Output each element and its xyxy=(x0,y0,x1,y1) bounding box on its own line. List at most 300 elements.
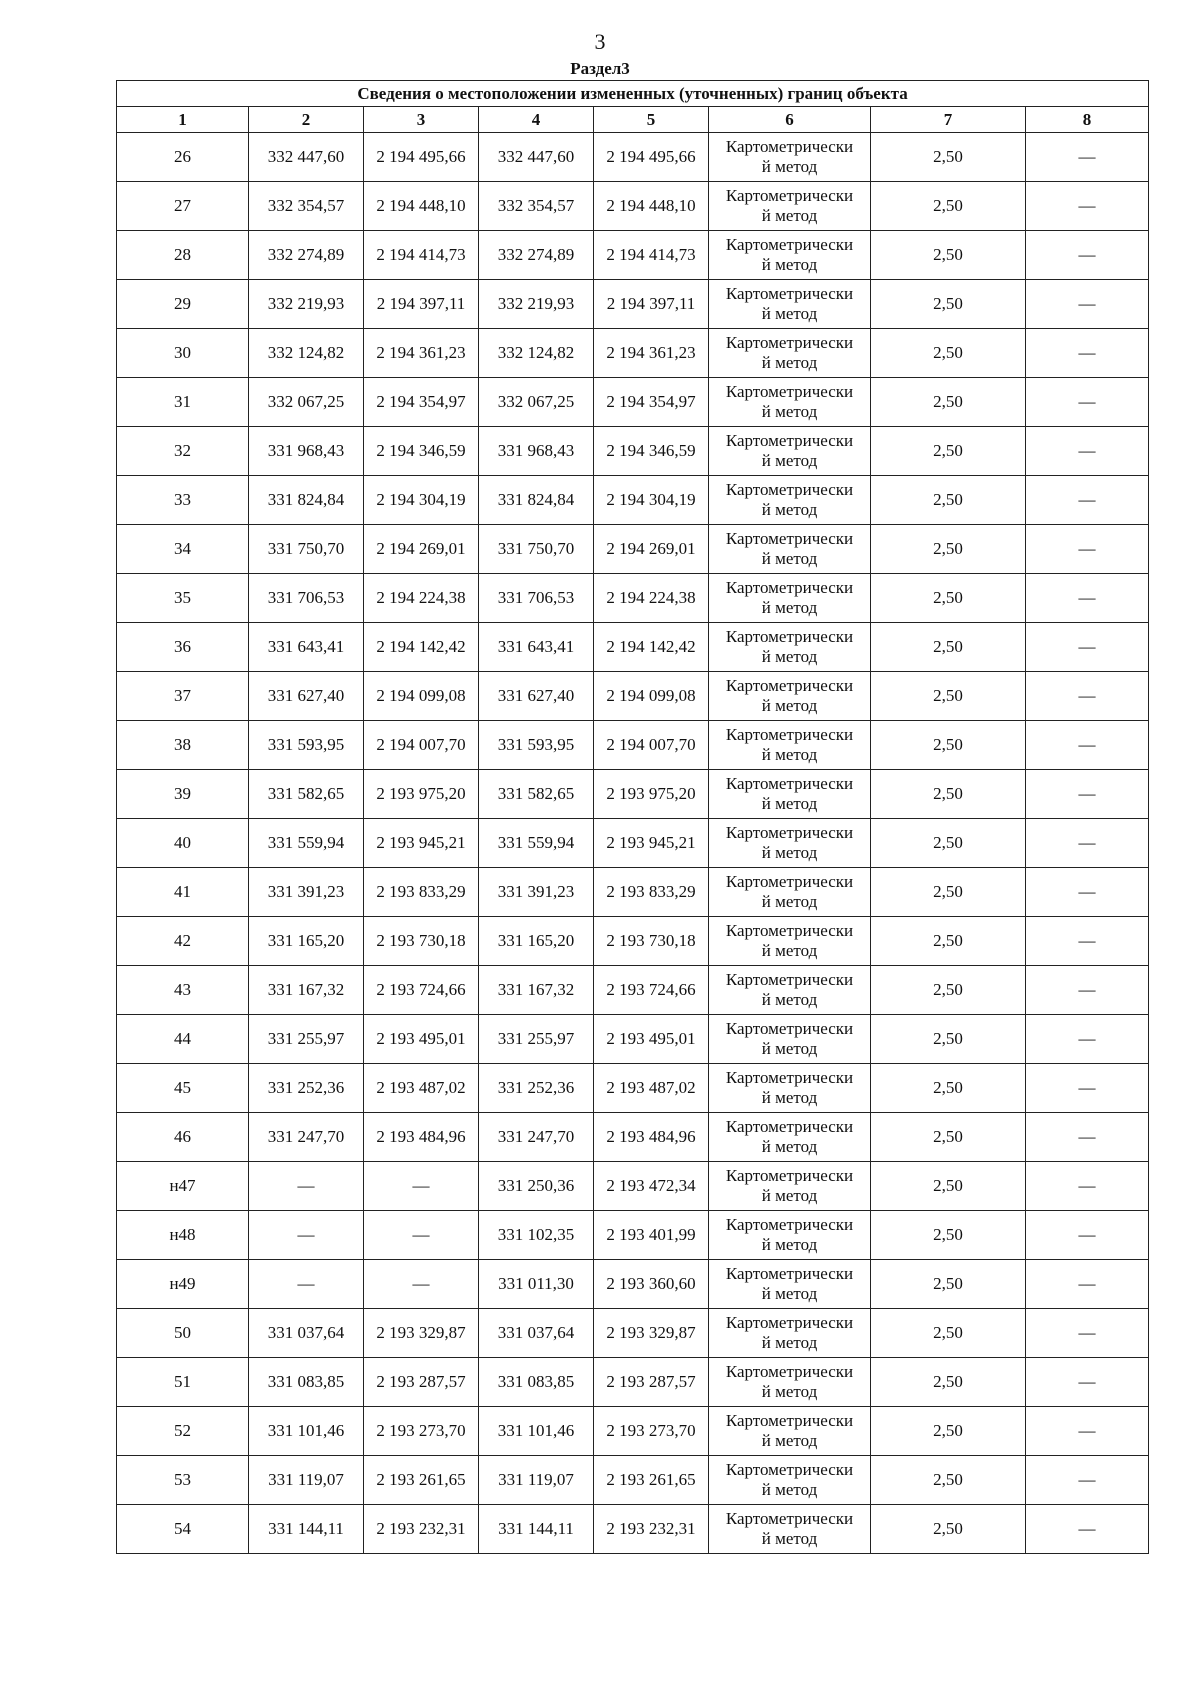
cell-existing-x: 331 252,36 xyxy=(249,1064,364,1113)
cell-description: — xyxy=(1026,476,1149,525)
cell-existing-y: — xyxy=(364,1162,479,1211)
method-line-1: Картометрически xyxy=(725,1509,854,1528)
cell-description: — xyxy=(1026,427,1149,476)
header-col-5: 5 xyxy=(594,107,709,133)
cell-description: — xyxy=(1026,1211,1149,1260)
method-line-2: й метод xyxy=(761,1431,818,1450)
cell-point-number: н49 xyxy=(117,1260,249,1309)
cell-existing-x: 331 255,97 xyxy=(249,1015,364,1064)
method-line-1: Картометрически xyxy=(725,186,854,205)
method-line-2: й метод xyxy=(761,794,818,813)
cell-accuracy: 2,50 xyxy=(871,1113,1026,1162)
table-row xyxy=(117,623,1149,672)
cell-point-number: 38 xyxy=(117,721,249,770)
table-row xyxy=(117,1113,1149,1162)
cell-existing-x: 332 274,89 xyxy=(249,231,364,280)
cell-refined-y: 2 194 304,19 xyxy=(594,476,709,525)
cell-existing-y: 2 194 099,08 xyxy=(364,672,479,721)
method-line-1: Картометрически xyxy=(725,921,854,940)
cell-accuracy: 2,50 xyxy=(871,819,1026,868)
cell-accuracy: 2,50 xyxy=(871,574,1026,623)
cell-existing-x: 331 101,46 xyxy=(249,1407,364,1456)
cell-refined-y: 2 193 833,29 xyxy=(594,868,709,917)
cell-existing-x: 331 643,41 xyxy=(249,623,364,672)
cell-accuracy: 2,50 xyxy=(871,1407,1026,1456)
cell-existing-x: — xyxy=(249,1260,364,1309)
cell-refined-y: 2 193 724,66 xyxy=(594,966,709,1015)
cell-method xyxy=(709,1064,871,1113)
cell-refined-y: 2 193 232,31 xyxy=(594,1505,709,1554)
table-row xyxy=(117,721,1149,770)
cell-method xyxy=(709,672,871,721)
method-line-1: Картометрически xyxy=(725,529,854,548)
method-line-1: Картометрически xyxy=(725,137,854,156)
table-row xyxy=(117,1260,1149,1309)
table-row xyxy=(117,280,1149,329)
method-line-2: й метод xyxy=(761,1235,818,1254)
header-col-1: 1 xyxy=(117,107,249,133)
cell-refined-y: 2 194 361,23 xyxy=(594,329,709,378)
table-row xyxy=(117,1162,1149,1211)
cell-accuracy: 2,50 xyxy=(871,966,1026,1015)
cell-description: — xyxy=(1026,525,1149,574)
cell-description: — xyxy=(1026,1505,1149,1554)
cell-existing-y: 2 193 329,87 xyxy=(364,1309,479,1358)
cell-method xyxy=(709,966,871,1015)
cell-point-number: 45 xyxy=(117,1064,249,1113)
cell-refined-y: 2 193 975,20 xyxy=(594,770,709,819)
method-line-2: й метод xyxy=(761,1480,818,1499)
header-col-7: 7 xyxy=(871,107,1026,133)
method-line-2: й метод xyxy=(761,451,818,470)
cell-accuracy: 2,50 xyxy=(871,329,1026,378)
method-line-2: й метод xyxy=(761,1186,818,1205)
cell-existing-x: 331 167,32 xyxy=(249,966,364,1015)
cell-point-number: 30 xyxy=(117,329,249,378)
method-line-1: Картометрически xyxy=(725,284,854,303)
cell-accuracy: 2,50 xyxy=(871,427,1026,476)
method-line-1: Картометрически xyxy=(725,431,854,450)
boundary-coordinates-table xyxy=(116,80,1149,1554)
cell-description: — xyxy=(1026,231,1149,280)
cell-existing-y: 2 193 730,18 xyxy=(364,917,479,966)
method-line-2: й метод xyxy=(761,1284,818,1303)
cell-existing-y: 2 193 724,66 xyxy=(364,966,479,1015)
cell-refined-x: 331 102,35 xyxy=(479,1211,594,1260)
cell-point-number: 43 xyxy=(117,966,249,1015)
cell-method xyxy=(709,1211,871,1260)
method-line-1: Картометрически xyxy=(725,1019,854,1038)
cell-refined-y: 2 193 329,87 xyxy=(594,1309,709,1358)
cell-description: — xyxy=(1026,1407,1149,1456)
method-line-2: й метод xyxy=(761,1039,818,1058)
cell-method xyxy=(709,427,871,476)
cell-existing-x: — xyxy=(249,1211,364,1260)
cell-description: — xyxy=(1026,1456,1149,1505)
cell-method xyxy=(709,182,871,231)
cell-existing-y: 2 193 261,65 xyxy=(364,1456,479,1505)
cell-method xyxy=(709,133,871,182)
cell-refined-y: 2 194 397,11 xyxy=(594,280,709,329)
cell-refined-y: 2 193 945,21 xyxy=(594,819,709,868)
cell-accuracy: 2,50 xyxy=(871,231,1026,280)
cell-accuracy: 2,50 xyxy=(871,672,1026,721)
cell-existing-x: 331 824,84 xyxy=(249,476,364,525)
method-line-1: Картометрически xyxy=(725,1117,854,1136)
method-line-2: й метод xyxy=(761,647,818,666)
cell-refined-x: 331 706,53 xyxy=(479,574,594,623)
cell-method xyxy=(709,868,871,917)
cell-method xyxy=(709,1113,871,1162)
method-line-2: й метод xyxy=(761,1382,818,1401)
cell-existing-x: 332 354,57 xyxy=(249,182,364,231)
cell-refined-y: 2 194 099,08 xyxy=(594,672,709,721)
cell-existing-x: 331 968,43 xyxy=(249,427,364,476)
cell-accuracy: 2,50 xyxy=(871,1211,1026,1260)
table-row xyxy=(117,133,1149,182)
method-line-1: Картометрически xyxy=(725,1460,854,1479)
cell-description: — xyxy=(1026,280,1149,329)
method-line-2: й метод xyxy=(761,157,818,176)
cell-point-number: 31 xyxy=(117,378,249,427)
cell-existing-y: 2 194 354,97 xyxy=(364,378,479,427)
cell-refined-x: 331 968,43 xyxy=(479,427,594,476)
header-col-4: 4 xyxy=(479,107,594,133)
cell-refined-y: 2 193 401,99 xyxy=(594,1211,709,1260)
cell-point-number: 39 xyxy=(117,770,249,819)
cell-accuracy: 2,50 xyxy=(871,378,1026,427)
cell-description: — xyxy=(1026,721,1149,770)
cell-existing-y: 2 194 224,38 xyxy=(364,574,479,623)
method-line-2: й метод xyxy=(761,206,818,225)
table-row xyxy=(117,574,1149,623)
cell-existing-y: 2 194 495,66 xyxy=(364,133,479,182)
table-row xyxy=(117,672,1149,721)
cell-accuracy: 2,50 xyxy=(871,182,1026,231)
cell-refined-x: 332 219,93 xyxy=(479,280,594,329)
cell-refined-y: 2 193 472,34 xyxy=(594,1162,709,1211)
method-line-2: й метод xyxy=(761,1137,818,1156)
table-row xyxy=(117,868,1149,917)
page-number: 3 xyxy=(594,29,606,54)
cell-description: — xyxy=(1026,329,1149,378)
cell-existing-x: 332 219,93 xyxy=(249,280,364,329)
cell-accuracy: 2,50 xyxy=(871,476,1026,525)
cell-description: — xyxy=(1026,868,1149,917)
header-col-3: 3 xyxy=(364,107,479,133)
cell-method xyxy=(709,574,871,623)
cell-method xyxy=(709,329,871,378)
cell-accuracy: 2,50 xyxy=(871,1064,1026,1113)
cell-refined-x: 331 083,85 xyxy=(479,1358,594,1407)
method-line-2: й метод xyxy=(761,304,818,323)
cell-method xyxy=(709,476,871,525)
cell-refined-x: 331 593,95 xyxy=(479,721,594,770)
cell-description: — xyxy=(1026,966,1149,1015)
cell-existing-x: 331 165,20 xyxy=(249,917,364,966)
cell-accuracy: 2,50 xyxy=(871,623,1026,672)
cell-existing-x: 331 119,07 xyxy=(249,1456,364,1505)
cell-point-number: 41 xyxy=(117,868,249,917)
cell-accuracy: 2,50 xyxy=(871,721,1026,770)
cell-accuracy: 2,50 xyxy=(871,280,1026,329)
method-line-1: Картометрически xyxy=(725,725,854,744)
method-line-1: Картометрически xyxy=(725,333,854,352)
cell-refined-y: 2 194 007,70 xyxy=(594,721,709,770)
cell-point-number: 26 xyxy=(117,133,249,182)
cell-description: — xyxy=(1026,1162,1149,1211)
table-row xyxy=(117,525,1149,574)
cell-point-number: 34 xyxy=(117,525,249,574)
cell-refined-y: 2 194 354,97 xyxy=(594,378,709,427)
cell-method xyxy=(709,1358,871,1407)
cell-accuracy: 2,50 xyxy=(871,868,1026,917)
cell-point-number: 46 xyxy=(117,1113,249,1162)
cell-refined-y: 2 193 287,57 xyxy=(594,1358,709,1407)
table-row xyxy=(117,1064,1149,1113)
method-line-2: й метод xyxy=(761,1088,818,1107)
cell-accuracy: 2,50 xyxy=(871,917,1026,966)
cell-refined-x: 331 643,41 xyxy=(479,623,594,672)
cell-existing-y: 2 193 945,21 xyxy=(364,819,479,868)
cell-point-number: 44 xyxy=(117,1015,249,1064)
cell-method xyxy=(709,770,871,819)
cell-accuracy: 2,50 xyxy=(871,1309,1026,1358)
cell-method xyxy=(709,231,871,280)
cell-point-number: 35 xyxy=(117,574,249,623)
cell-existing-y: 2 194 269,01 xyxy=(364,525,479,574)
cell-refined-y: 2 193 273,70 xyxy=(594,1407,709,1456)
cell-refined-y: 2 194 269,01 xyxy=(594,525,709,574)
method-line-2: й метод xyxy=(761,1529,818,1548)
cell-existing-y: 2 194 448,10 xyxy=(364,182,479,231)
cell-existing-x: 331 706,53 xyxy=(249,574,364,623)
cell-method xyxy=(709,721,871,770)
cell-refined-y: 2 194 495,66 xyxy=(594,133,709,182)
cell-existing-x: 331 627,40 xyxy=(249,672,364,721)
cell-method xyxy=(709,1456,871,1505)
method-line-2: й метод xyxy=(761,1333,818,1352)
cell-existing-y: 2 194 007,70 xyxy=(364,721,479,770)
method-line-1: Картометрически xyxy=(725,970,854,989)
cell-accuracy: 2,50 xyxy=(871,1162,1026,1211)
cell-description: — xyxy=(1026,770,1149,819)
method-line-2: й метод xyxy=(761,941,818,960)
method-line-2: й метод xyxy=(761,353,818,372)
cell-refined-y: 2 193 261,65 xyxy=(594,1456,709,1505)
cell-accuracy: 2,50 xyxy=(871,1260,1026,1309)
table-row xyxy=(117,1309,1149,1358)
cell-accuracy: 2,50 xyxy=(871,1015,1026,1064)
method-line-2: й метод xyxy=(761,990,818,1009)
cell-description: — xyxy=(1026,182,1149,231)
cell-method xyxy=(709,917,871,966)
cell-refined-x: 331 011,30 xyxy=(479,1260,594,1309)
cell-point-number: 40 xyxy=(117,819,249,868)
method-line-1: Картометрически xyxy=(725,480,854,499)
table-row xyxy=(117,231,1149,280)
method-line-2: й метод xyxy=(761,696,818,715)
cell-point-number: 33 xyxy=(117,476,249,525)
cell-existing-y: 2 194 346,59 xyxy=(364,427,479,476)
table-row xyxy=(117,1407,1149,1456)
cell-point-number: 52 xyxy=(117,1407,249,1456)
table-row xyxy=(117,329,1149,378)
cell-refined-x: 331 252,36 xyxy=(479,1064,594,1113)
method-line-2: й метод xyxy=(761,402,818,421)
cell-description: — xyxy=(1026,378,1149,427)
cell-refined-x: 331 250,36 xyxy=(479,1162,594,1211)
cell-refined-x: 332 447,60 xyxy=(479,133,594,182)
table-row xyxy=(117,1358,1149,1407)
table-row xyxy=(117,1456,1149,1505)
cell-refined-y: 2 194 448,10 xyxy=(594,182,709,231)
header-row xyxy=(117,107,1149,133)
table-row xyxy=(117,427,1149,476)
cell-method xyxy=(709,280,871,329)
cell-point-number: 29 xyxy=(117,280,249,329)
cell-existing-y: 2 193 975,20 xyxy=(364,770,479,819)
cell-description: — xyxy=(1026,672,1149,721)
method-line-1: Картометрически xyxy=(725,1215,854,1234)
method-line-2: й метод xyxy=(761,500,818,519)
table-row xyxy=(117,182,1149,231)
cell-existing-y: 2 193 287,57 xyxy=(364,1358,479,1407)
cell-existing-y: — xyxy=(364,1260,479,1309)
cell-refined-y: 2 193 360,60 xyxy=(594,1260,709,1309)
cell-point-number: 27 xyxy=(117,182,249,231)
method-line-1: Картометрически xyxy=(725,1068,854,1087)
cell-existing-x: 331 144,11 xyxy=(249,1505,364,1554)
cell-existing-y: 2 193 232,31 xyxy=(364,1505,479,1554)
cell-description: — xyxy=(1026,623,1149,672)
method-line-2: й метод xyxy=(761,255,818,274)
cell-existing-x: 332 124,82 xyxy=(249,329,364,378)
cell-method xyxy=(709,819,871,868)
method-line-1: Картометрически xyxy=(725,774,854,793)
method-line-2: й метод xyxy=(761,843,818,862)
cell-method xyxy=(709,1015,871,1064)
method-line-1: Картометрически xyxy=(725,235,854,254)
cell-accuracy: 2,50 xyxy=(871,770,1026,819)
method-line-1: Картометрически xyxy=(725,1166,854,1185)
cell-description: — xyxy=(1026,133,1149,182)
cell-point-number: 36 xyxy=(117,623,249,672)
cell-existing-x: 331 559,94 xyxy=(249,819,364,868)
cell-accuracy: 2,50 xyxy=(871,1358,1026,1407)
cell-existing-y: — xyxy=(364,1211,479,1260)
method-line-1: Картометрически xyxy=(725,1362,854,1381)
cell-refined-y: 2 193 730,18 xyxy=(594,917,709,966)
cell-point-number: 37 xyxy=(117,672,249,721)
cell-existing-x: 331 582,65 xyxy=(249,770,364,819)
method-line-2: й метод xyxy=(761,745,818,764)
cell-refined-x: 332 274,89 xyxy=(479,231,594,280)
cell-refined-y: 2 194 346,59 xyxy=(594,427,709,476)
method-line-2: й метод xyxy=(761,892,818,911)
cell-description: — xyxy=(1026,1309,1149,1358)
cell-description: — xyxy=(1026,1260,1149,1309)
cell-refined-x: 331 167,32 xyxy=(479,966,594,1015)
header-col-8: 8 xyxy=(1026,107,1149,133)
cell-refined-y: 2 193 484,96 xyxy=(594,1113,709,1162)
cell-existing-x: — xyxy=(249,1162,364,1211)
cell-refined-x: 331 101,46 xyxy=(479,1407,594,1456)
cell-description: — xyxy=(1026,1358,1149,1407)
cell-refined-x: 331 165,20 xyxy=(479,917,594,966)
cell-refined-y: 2 194 414,73 xyxy=(594,231,709,280)
cell-existing-x: 331 083,85 xyxy=(249,1358,364,1407)
cell-existing-y: 2 193 487,02 xyxy=(364,1064,479,1113)
table-row xyxy=(117,1211,1149,1260)
method-line-2: й метод xyxy=(761,598,818,617)
cell-refined-x: 331 559,94 xyxy=(479,819,594,868)
cell-existing-x: 331 247,70 xyxy=(249,1113,364,1162)
cell-refined-x: 331 037,64 xyxy=(479,1309,594,1358)
cell-accuracy: 2,50 xyxy=(871,1456,1026,1505)
cell-description: — xyxy=(1026,574,1149,623)
cell-existing-y: 2 194 397,11 xyxy=(364,280,479,329)
cell-description: — xyxy=(1026,917,1149,966)
cell-refined-x: 331 627,40 xyxy=(479,672,594,721)
cell-point-number: 53 xyxy=(117,1456,249,1505)
cell-existing-x: 331 037,64 xyxy=(249,1309,364,1358)
table-row xyxy=(117,378,1149,427)
cell-method xyxy=(709,525,871,574)
section-label: Раздел3 xyxy=(570,59,630,78)
table-row xyxy=(117,1015,1149,1064)
method-line-1: Картометрически xyxy=(725,1264,854,1283)
cell-existing-y: 2 193 484,96 xyxy=(364,1113,479,1162)
method-line-1: Картометрически xyxy=(725,1313,854,1332)
cell-existing-y: 2 194 361,23 xyxy=(364,329,479,378)
cell-method xyxy=(709,378,871,427)
cell-description: — xyxy=(1026,819,1149,868)
method-line-1: Картометрически xyxy=(725,578,854,597)
cell-refined-x: 332 124,82 xyxy=(479,329,594,378)
cell-refined-x: 331 144,11 xyxy=(479,1505,594,1554)
table-row xyxy=(117,917,1149,966)
cell-method xyxy=(709,1309,871,1358)
cell-refined-x: 331 255,97 xyxy=(479,1015,594,1064)
cell-existing-y: 2 194 414,73 xyxy=(364,231,479,280)
method-line-1: Картометрически xyxy=(725,382,854,401)
table-row xyxy=(117,966,1149,1015)
cell-refined-x: 331 824,84 xyxy=(479,476,594,525)
cell-point-number: 50 xyxy=(117,1309,249,1358)
cell-existing-y: 2 193 833,29 xyxy=(364,868,479,917)
cell-method xyxy=(709,1505,871,1554)
cell-refined-y: 2 193 487,02 xyxy=(594,1064,709,1113)
table-row xyxy=(117,770,1149,819)
cell-refined-y: 2 193 495,01 xyxy=(594,1015,709,1064)
cell-method xyxy=(709,623,871,672)
cell-refined-x: 332 354,57 xyxy=(479,182,594,231)
cell-accuracy: 2,50 xyxy=(871,525,1026,574)
cell-refined-x: 331 247,70 xyxy=(479,1113,594,1162)
method-line-1: Картометрически xyxy=(725,1411,854,1430)
method-line-1: Картометрически xyxy=(725,872,854,891)
table-row xyxy=(117,476,1149,525)
cell-method xyxy=(709,1407,871,1456)
cell-point-number: 51 xyxy=(117,1358,249,1407)
cell-existing-y: 2 193 273,70 xyxy=(364,1407,479,1456)
cell-existing-x: 332 447,60 xyxy=(249,133,364,182)
method-line-1: Картометрически xyxy=(725,823,854,842)
cell-refined-x: 332 067,25 xyxy=(479,378,594,427)
cell-description: — xyxy=(1026,1113,1149,1162)
cell-existing-x: 332 067,25 xyxy=(249,378,364,427)
